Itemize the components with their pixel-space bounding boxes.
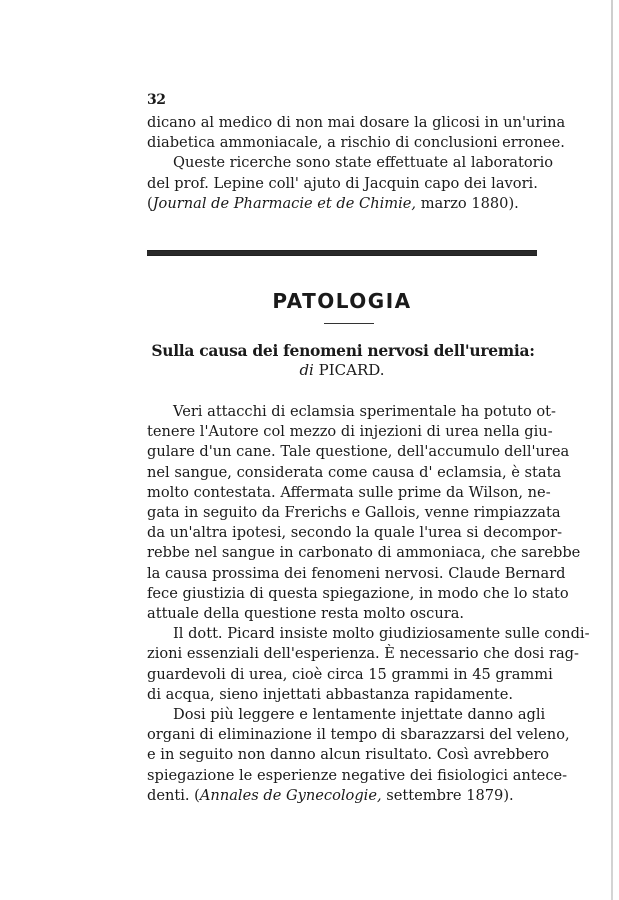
text-line: molto contestata. Affermata sulle prime da Wilson, ne-	[147, 483, 551, 501]
citation-date: settembre 1879).	[386, 786, 514, 804]
article-body	[147, 402, 590, 806]
text-line: la causa prossima dei fenomeni nervosi. Claude Bernard	[147, 564, 566, 582]
citation-journal-name: Annales de Gynecologie,	[199, 786, 382, 804]
text-line: organi di eliminazione il tempo di sbarazzarsi del veleno,	[147, 726, 570, 744]
article-author: PICARD.	[318, 361, 385, 379]
citation-journal-pharmacie: (Journal de Pharmacie et de Chimie, marzo 1880).	[147, 194, 519, 212]
text-line: di acqua, sieno injettati abbastanza rapidamente.	[147, 685, 513, 703]
text-line: nel sangue, considerata come causa d' eclamsia, è stata	[147, 463, 562, 481]
text-line: e in seguito non danno alcun risultato. Così avrebbero	[147, 746, 550, 764]
text-line: Dosi più leggere e lentamente injettate danno agli	[173, 706, 546, 724]
text-line: Veri attacchi di eclamsia sperimentale ha potuto ot-	[173, 403, 556, 420]
text-line: rebbe nel sangue in carbonato di ammoniaca, che sarebbe	[147, 544, 581, 562]
citation-date: marzo 1880).	[420, 194, 519, 212]
text-line: zioni essenziali dell'esperienza. È necessario che dosi rag-	[147, 645, 579, 663]
section-divider	[147, 250, 537, 256]
title-underline	[324, 323, 374, 324]
section-title: PATOLOGIA	[272, 289, 412, 313]
page-number: 32	[147, 92, 166, 108]
text-line: gulare d'un cane. Tale questione, dell'accumulo dell'urea	[147, 443, 570, 461]
article-title: Sulla causa dei fenomeni nervosi dell'uremia:	[151, 341, 535, 360]
final-line-prefix: denti. (	[147, 786, 200, 804]
text-line: del prof. Lepine coll' ajuto di Jacquin capo dei lavori.	[147, 174, 538, 192]
text-line: tenere l'Autore col mezzo di injezioni di urea nella giu-	[147, 423, 553, 441]
text-line: guardevoli di urea, cioè circa 15 grammi in 45 grammi	[147, 665, 553, 683]
page-edge	[611, 0, 613, 900]
byline-prefix: di	[299, 361, 314, 379]
citation-journal-name: Journal de Pharmacie et de Chimie,	[152, 194, 417, 212]
text-line: Il dott. Picard insiste molto giudiziosamente sulle condi-	[173, 625, 590, 643]
text-line: diabetica ammoniacale, a rischio di conclusioni erronee.	[147, 134, 565, 152]
text-line: attuale della questione resta molto oscura.	[147, 605, 465, 623]
text-line: spiegazione le esperienze negative dei fisiologici antece-	[147, 766, 568, 784]
text-line: gata in seguito da Frerichs e Gallois, venne rimpiazzata	[147, 504, 561, 522]
text-line: fece giustizia di questa spiegazione, in modo che lo stato	[147, 584, 569, 602]
text-line: dicano al medico di non mai dosare la glicosi in un'urina	[147, 114, 566, 131]
article-byline	[147, 361, 537, 379]
citation-annales	[147, 786, 535, 806]
text-line: da un'altra ipotesi, secondo la quale l'urea si decompor-	[147, 524, 563, 542]
text-line: Queste ricerche sono state effettuate al laboratorio	[173, 154, 554, 172]
intro-text	[147, 113, 566, 214]
